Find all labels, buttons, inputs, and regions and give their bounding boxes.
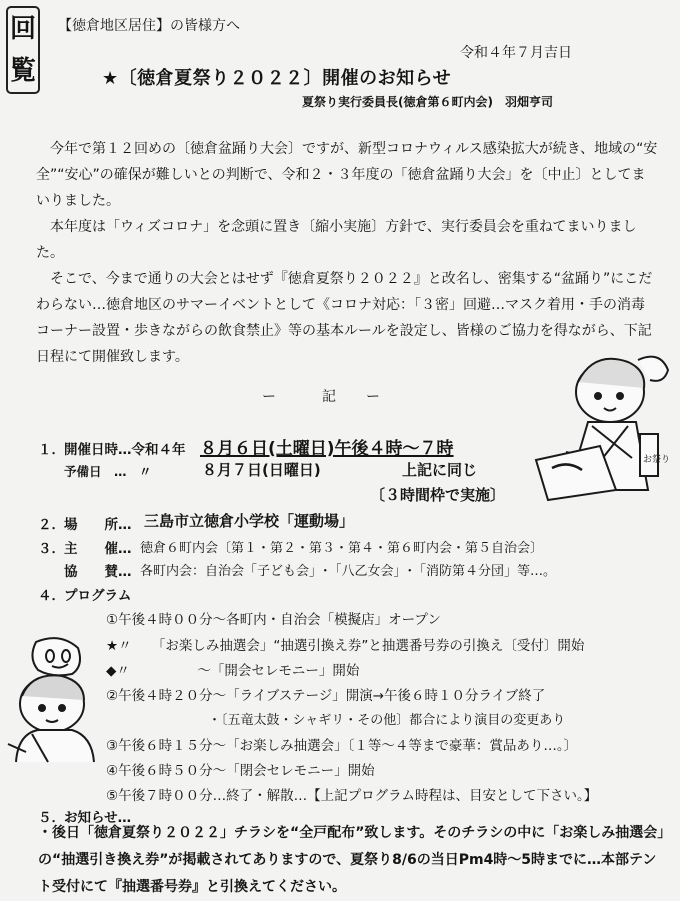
stamp-char-1: 回 — [9, 14, 36, 44]
item3-organizer: 徳倉６町内会〔第１・第２・第３・第４・第６町内会・第５自治会〕 — [140, 541, 544, 556]
intro-paragraph: 本年度は「ウィズコロナ」を念頭に置き〔縮小実施〕方針で、実行委員会を重ねてまいりました。 — [36, 219, 637, 261]
item1-label: 開催日時…令和４年 — [64, 442, 186, 458]
program-line: ②午後４時２０分～「ライブステージ」開演→午後６時１０分ライブ終了 — [106, 688, 546, 704]
stamp-char-2: 覧 — [9, 56, 36, 86]
intro-paragraph: 今年で第１２回めの〔徳倉盆踊り大会〕ですが、新型コロナウィルス感染拡大が続き、地域の“安全”“安心”の確保が難しいとの判断で、令和２・３年度の「徳倉盆踊り大会」を〔中止〕としてまいりました。 — [36, 141, 658, 209]
item1-frame-note: 〔３時間枠で実施〕 — [370, 486, 506, 504]
issue-date: 令和４年７月吉日 — [460, 45, 572, 61]
circulation-stamp — [6, 6, 40, 94]
ki-heading: 記 — [322, 389, 336, 405]
item4-number: ４． — [38, 588, 65, 604]
item1-reserve-date: ８月７日(日曜日) — [202, 461, 321, 479]
program-line: ・〔五竜太鼓・シャギリ・その他〕都合により演目の変更あり — [208, 713, 566, 728]
item5-label: お知らせ… — [64, 810, 132, 826]
item2-number: ２． — [38, 517, 65, 533]
festival-girl-illustration — [528, 340, 678, 505]
item3-label: 主 催… — [64, 541, 132, 557]
item4-label: プログラム — [64, 588, 132, 604]
item1-reserve-label: 予備日 … 〃 — [64, 464, 152, 479]
ki-dash-left: ー — [262, 389, 276, 405]
festival-boy-illustration — [2, 634, 106, 764]
item5-body: ・後日「徳倉夏祭り２０２２」チラシを“全戸配布”致します。そのチラシの中に「お楽しみ抽選会」の“抽選引き換え券”が掲載されてありますので、夏祭り8/6の当日Pm4時～5時までに…本部テント受付にて『抽選番号券』と引換えてください。 — [38, 825, 665, 895]
item3-sponsor-label: 協 賛… — [64, 564, 132, 580]
ki-dash-right: ー — [366, 389, 380, 405]
addressee: 【徳倉地区居住】の皆様方へ — [58, 18, 240, 34]
item2-venue: 三島市立徳倉小学校「運動場」 — [144, 512, 355, 530]
item2-label: 場 所… — [64, 517, 132, 533]
girl-sign-text: お祭り — [643, 455, 671, 465]
item3-sponsors: 各町内会：自治会「子ども会」･「八乙女会」･「消防第４分団」等…。 — [140, 564, 557, 579]
program-line: ④午後６時５０分～「閉会セレモニー」開始 — [106, 763, 375, 779]
item1-reserve-note: 上記に同じ — [402, 461, 478, 479]
program-line: ⑤午後７時００分…終了・解散…【上記プログラム時程は、目安として下さい。】 — [106, 788, 598, 804]
program-line: ★〃 「お楽しみ抽選会」“抽選引換え券”と抽選番号券の引換え〔受付〕開始 — [106, 638, 585, 654]
intro-text — [36, 136, 658, 370]
document-title: ★〔徳倉夏祭り２０２２〕開催のお知らせ — [102, 68, 452, 89]
item1-date: ８月６日(土曜日)午後４時～７時 — [200, 439, 454, 459]
program-line: ③午後６時１５分～「お楽しみ抽選会」〔１等～４等まで豪華：賞品あり…。〕 — [106, 738, 578, 754]
program-line: ①午後４時００分～各町内・自治会「模擬店」オープン — [106, 612, 441, 628]
item1-number: １． — [38, 442, 65, 458]
item3-number: ３． — [38, 541, 65, 557]
item5-number: ５． — [38, 810, 65, 826]
author-line: 夏祭り実行委員長(徳倉第６町内会) 羽畑亨司 — [302, 95, 553, 109]
program-line: ◆〃 ～「開会セレモニー」開始 — [106, 663, 360, 679]
intro-paragraph: そこで、今まで通りの大会とはせず『徳倉夏祭り２０２２』と改名し、密集する“盆踊り”にこだわらない…徳倉地区のサマーイベントとして《コロナ対応：「３密」回避…マスク着用・手の消毒コーナー設置・歩きながらの飲食禁止》等の基本ルールを設定し、皆様のご協力を得ながら、下記日程にて開催致します。 — [36, 271, 653, 365]
